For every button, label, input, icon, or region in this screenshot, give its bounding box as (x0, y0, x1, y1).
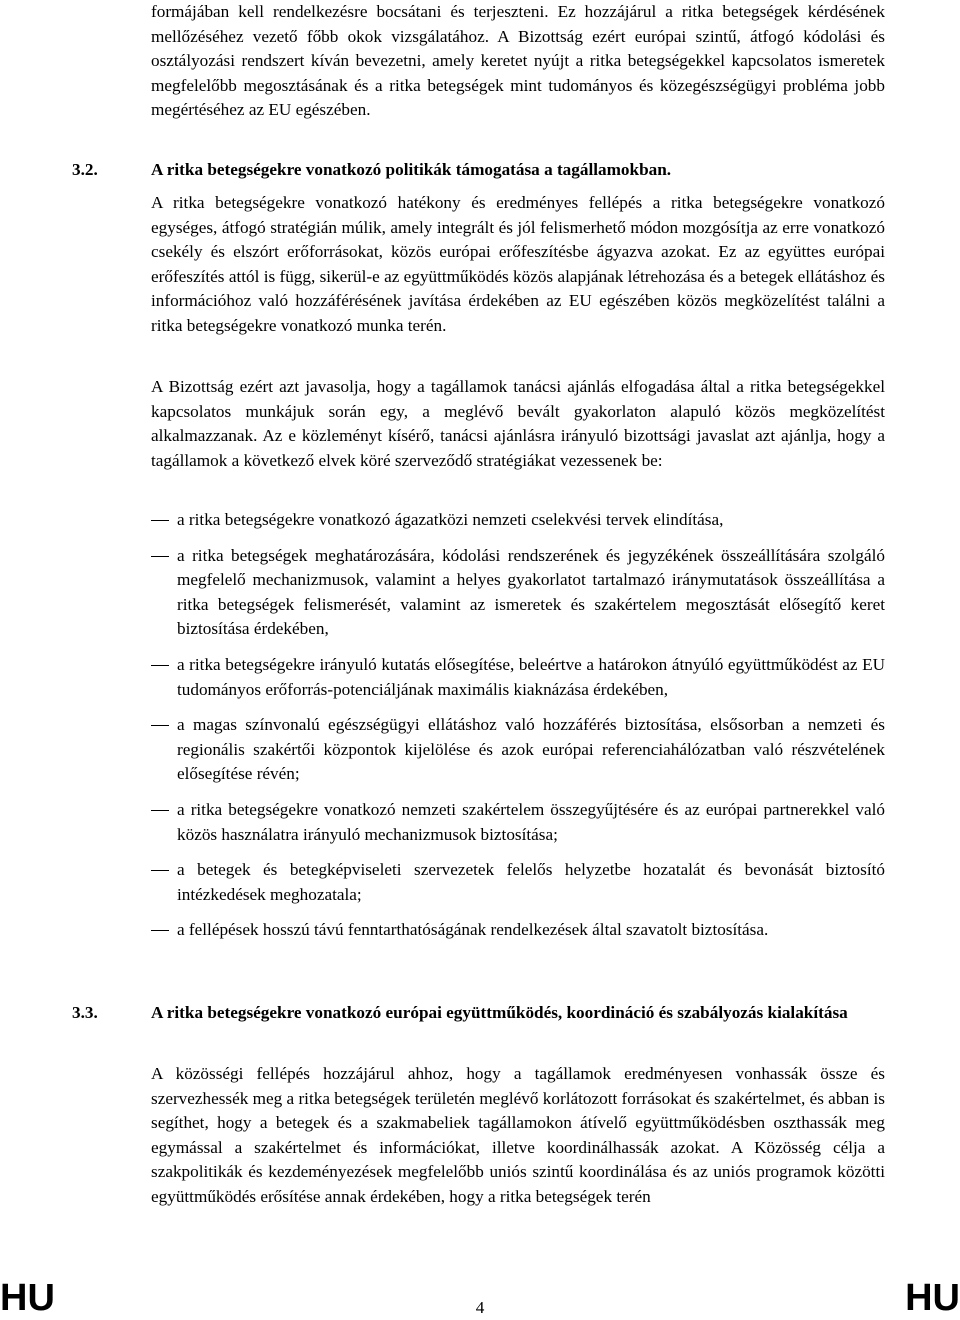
list-item-text: a ritka betegségek meghatározására, kódolási rendszerének és jegyzékének összeállítására szolgáló megfelelő mechanizmusok, valamint a helyes gyakorlatot tartalmazó iránymutatások összeállítása a ritka betegségek felismerését, valamint az ismeretek és szakértelem megosztását elősegítő keret biztosítása érdekében, (177, 545, 885, 639)
footer-language-code-right: HU (905, 1277, 960, 1319)
section-3-2-number: 3.2. (72, 160, 98, 179)
dash-bullet-icon (151, 653, 177, 702)
dash-bullet-icon (151, 918, 177, 943)
list-item-text: a fellépések hosszú távú fenntarthatóságának rendelkezések által szavatolt biztosítása. (177, 920, 769, 940)
list-item-text: a ritka betegségekre vonatkozó nemzeti szakértelem összegyűjtésére és az európai partnerekkel való közös használatra irányuló mechanizmusok biztosítása; (177, 799, 885, 844)
dash-bullet-icon (151, 713, 177, 787)
list-item (151, 544, 885, 642)
section-3-2-title: A ritka betegségekre vonatkozó politikák támogatása a tagállamokban. (151, 160, 672, 179)
list-item (151, 653, 885, 702)
section-3-3-heading (72, 1001, 885, 1026)
footer-language-code-left: HU (0, 1277, 55, 1319)
list-item (151, 713, 885, 787)
list-item (151, 918, 885, 943)
section-3-2-paragraph-1: A ritka betegségekre vonatkozó hatékony és eredményes fellépés a ritka betegségekre vonatkozó egységes, átfogó stratégián múlik, amely integrált és jól felismerhető módon mozgósítja az erre vonatkozó csekély és elszórt erőforrásokat, közös európai erőfeszítésbe ágyazva azokat. Ez az együttes európai erőfeszítés attól is függ, sikerül-e az együttműködés közös alapjának létrehozása és a betegek ellátáshoz és információhoz való hozzáférésének javítása érdekében az EU egészében közös megközelítést találni a ritka betegségekre vonatkozó munka terén. (151, 193, 885, 335)
section-3-3-title: A ritka betegségekre vonatkozó európai együttműködés, koordináció és szabályozás kialakítása (151, 1003, 848, 1022)
section-3-2-heading (72, 158, 885, 183)
principles-list (151, 508, 885, 954)
dash-bullet-icon (151, 858, 177, 907)
intro-paragraph: formájában kell rendelkezésre bocsátani és terjeszteni. Ez hozzájárul a ritka betegségek kérdésének mellőzéséhez vezető főbb okok vizsgálatához. A Bizottság ezért európai szintű, átfogó kódolási és osztályozási rendszert kíván bevezetni, amely keretet nyújt a ritka betegségekkel kapcsolatos ismeretek megfelelőbb megosztásának és a ritka betegségek mint tudományos és közegészségügyi probléma jobb megértéséhez az EU egészében. (151, 2, 885, 120)
list-item (151, 798, 885, 847)
list-item-text: a ritka betegségekre irányuló kutatás elősegítése, beleértve a határokon átnyúló együttműködést az EU tudományos erőforrás-potenciáljának maximális kiaknázása érdekében, (177, 654, 885, 699)
list-item (151, 508, 885, 533)
page-number: 4 (475, 1298, 485, 1317)
section-3-2-paragraph-2: A Bizottság ezért azt javasolja, hogy a tagállamok tanácsi ajánlás elfogadása által a ritka betegségekkel kapcsolatos munkájuk során egy, a meglévő bevált gyakorlaton alapuló közös megközelítést alkalmazzanak. Az e közleményt kísérő, tanácsi ajánlásra irányuló bizottsági javaslat azt ajánlja, hogy a tagállamok a következő elvek köré szerveződő stratégiákat vezessenek be: (151, 377, 885, 470)
section-3-3-paragraph-1: A közösségi fellépés hozzájárul ahhoz, hogy a tagállamok eredményesen vonhassák össze és szervezhessék meg a ritka betegségek területén meglévő korlátozott forrásokat és szakértelmet, és abban is segíthet, hogy a betegek és a szakmabeliek tagállamokon átívelő együttműködésben oszthassák meg egymással a szakértelmet és információkat, illetve koordinálhassák azokat. A Közösség célja a szakpolitikák és kezdeményezések megfelelőbb uniós szintű koordinálása és az uniós programok közötti együttműködés erősítése annak érdekében, hogy a ritka betegségek terén (151, 1064, 885, 1206)
list-item (151, 858, 885, 907)
list-item-text: a magas színvonalú egészségügyi ellátáshoz való hozzáférés biztosítása, elsősorban a nemzeti és regionális szakértői központok kijelölése és azok európai referenciahálózatban való részvételének elősegítése révén; (177, 715, 885, 784)
dash-bullet-icon (151, 544, 177, 642)
dash-bullet-icon (151, 508, 177, 533)
dash-bullet-icon (151, 798, 177, 847)
section-3-3-number: 3.3. (72, 1003, 98, 1022)
list-item-text: a ritka betegségekre vonatkozó ágazatközi nemzeti cselekvési tervek elindítása, (177, 510, 724, 529)
list-item-text: a betegek és betegképviseleti szervezetek felelős helyzetbe hozatalát és bevonását biztosító intézkedések meghozatala; (177, 860, 885, 904)
